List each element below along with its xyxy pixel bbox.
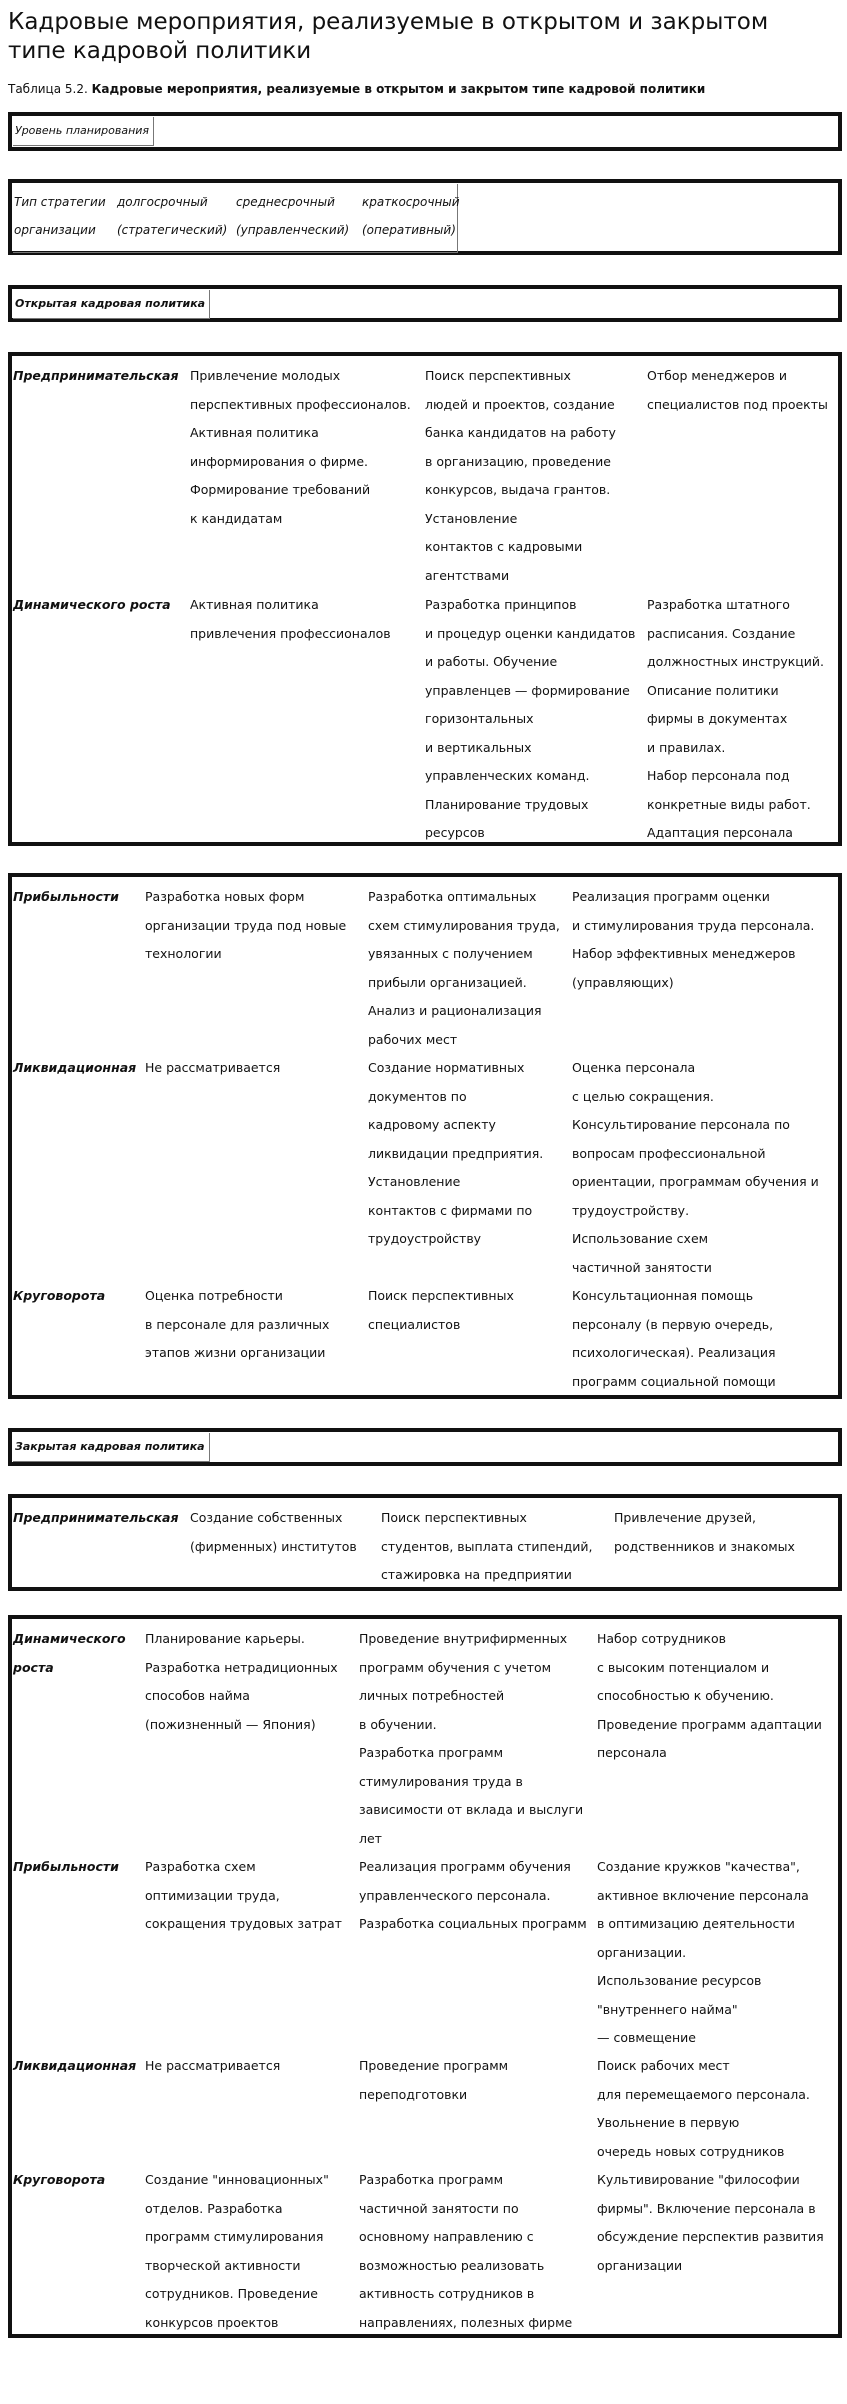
long-term-sublabel: (стратегический): [117, 223, 228, 237]
closed-growth-long: Планирование карьеры. Разработка нетрадиционных способов найма (пожизненный — Япония): [145, 1631, 338, 1732]
planning-level-row: [8, 112, 842, 151]
closed-liquidation-mid: Проведение программ переподготовки: [359, 2058, 509, 2102]
closed-profit-short: Создание кружков "качества", активное включение персонала в оптимизацию деятельности организации. Использование ресурсов "внутреннего найма" — совмещение: [597, 1859, 809, 2045]
mid-term-label: среднесрочный: [236, 195, 335, 209]
closed-policy-table-2: [8, 1615, 842, 2338]
open-profit-name: Прибыльности: [13, 889, 119, 904]
caption-prefix: Таблица 5.2.: [8, 82, 88, 96]
short-term-label: краткосрочный: [362, 195, 460, 209]
open-profit-short: Реализация программ оценки и стимулирования труда персонала. Набор эффективных менеджеров (управляющих): [572, 889, 815, 990]
closed-growth-short: Набор сотрудников с высоким потенциалом и способностью к обучению. Проведение программ адаптации персонала: [597, 1631, 822, 1760]
strategy-type-label: Тип стратегии: [14, 195, 106, 209]
table-caption: [8, 81, 705, 97]
closed-profit-long: Разработка схем оптимизации труда, сокращения трудовых затрат: [145, 1859, 342, 1931]
closed-entrepreneurial-long: Создание собственных (фирменных) институтов: [190, 1510, 357, 1554]
closed-cycle-short: Культивирование "философии фирмы". Включение персонала в обсуждение перспектив развития организации: [597, 2172, 824, 2273]
closed-growth-mid: Проведение внутрифирменных программ обучения с учетом личных потребностей в обучении. Разработка программ стимулирования труда в зависимости от вклада и выслуги лет: [359, 1631, 584, 1846]
closed-cycle-name: Круговорота: [13, 2172, 106, 2187]
open-growth-long: Активная политика привлечения профессионалов: [190, 597, 391, 641]
open-entrepreneurial-short: Отбор менеджеров и специалистов под проекты: [647, 368, 828, 412]
long-term-label: долгосрочный: [117, 195, 208, 209]
closed-profit-name: Прибыльности: [13, 1859, 119, 1874]
open-policy-label: Открытая кадровая политика: [13, 290, 210, 319]
closed-growth-name: Динамического роста: [13, 1631, 126, 1675]
open-profit-long: Разработка новых форм организации труда под новые технологии: [145, 889, 347, 961]
open-growth-mid: Разработка принципов и процедур оценки кандидатов и работы. Обучение управленцев — формирование горизонтальных и вертикальных управленческих команд. Планирование трудовых ресурсов: [425, 597, 636, 840]
closed-liquidation-short: Поиск рабочих мест для перемещаемого персонала. Увольнение в первую очередь новых сотрудников: [597, 2058, 810, 2159]
closed-liquidation-long: Не рассматривается: [145, 2058, 281, 2073]
open-liquidation-long: Не рассматривается: [145, 1060, 281, 1075]
open-cycle-name: Круговорота: [13, 1288, 106, 1303]
closed-entrepreneurial-short: Привлечение друзей, родственников и знакомых: [614, 1510, 795, 1554]
closed-entrepreneurial-name: Предпринимательская: [13, 1510, 179, 1525]
closed-policy-table-1: [8, 1494, 842, 1591]
open-entrepreneurial-name: Предпринимательская: [13, 368, 179, 383]
strategy-type-header: [8, 179, 842, 255]
caption-title: Кадровые мероприятия, реализуемые в открытом и закрытом типе кадровой политики: [91, 82, 706, 96]
open-growth-short: Разработка штатного расписания. Создание должностных инструкций. Описание политики фирмы в документах и правилах. Набор персонала под конкретные виды работ. Адаптация персонала: [647, 597, 824, 840]
open-growth-name: Динамического роста: [13, 597, 171, 612]
closed-cycle-long: Создание "инновационных" отделов. Разработка программ стимулирования творческой активности сотрудников. Проведение конкурсов проектов: [145, 2172, 329, 2330]
page-title: Кадровые мероприятия, реализуемые в открытом и закрытом типе кадровой политики: [8, 9, 769, 64]
closed-liquidation-name: Ликвидационная: [13, 2058, 137, 2073]
open-entrepreneurial-long: Привлечение молодых перспективных профессионалов. Активная политика информирования о фирме. Формирование требований к кандидатам: [190, 368, 411, 526]
open-liquidation-mid: Создание нормативных документов по кадровому аспекту ликвидации предприятия. Установление контактов с фирмами по трудоустройству: [368, 1060, 544, 1246]
closed-profit-mid: Реализация программ обучения управленческого персонала. Разработка социальных программ: [359, 1859, 587, 1931]
open-entrepreneurial-mid: Поиск перспективных людей и проектов, создание банка кандидатов на работу в организацию, проведение конкурсов, выдача грантов. Установление контактов с кадровыми агентствами: [425, 368, 616, 583]
closed-policy-row: [8, 1428, 842, 1466]
open-policy-row: [8, 285, 842, 322]
open-cycle-mid: Поиск перспективных специалистов: [368, 1288, 514, 1332]
closed-entrepreneurial-mid: Поиск перспективных студентов, выплата стипендий, стажировка на предприятии: [381, 1510, 593, 1582]
open-policy-table-1: [8, 352, 842, 846]
strategy-type-cell: [13, 184, 458, 253]
closed-policy-label: Закрытая кадровая политика: [13, 1433, 210, 1462]
open-policy-table-2: [8, 873, 842, 1399]
open-liquidation-name: Ликвидационная: [13, 1060, 137, 1075]
mid-term-sublabel: (управленческий): [236, 223, 350, 237]
open-profit-mid: Разработка оптимальных схем стимулирования труда, увязанных с получением прибыли организацией. Анализ и рационализация рабочих мест: [368, 889, 560, 1047]
planning-level-label: Уровень планирования: [13, 117, 154, 146]
open-liquidation-short: Оценка персонала с целью сокращения. Консультирование персонала по вопросам профессиональной ориентации, программам обучения и трудоустройству. Использование схем частичной занятости: [572, 1060, 819, 1275]
closed-cycle-mid: Разработка программ частичной занятости по основному направлению с возможностью реализовать активность сотрудников в направлениях, полезных фирме: [359, 2172, 573, 2330]
open-cycle-long: Оценка потребности в персонале для различных этапов жизни организации: [145, 1288, 330, 1360]
strategy-type-label-2: организации: [14, 223, 96, 237]
open-cycle-short: Консультационная помощь персоналу (в первую очередь, психологическая). Реализация программ социальной помощи: [572, 1288, 776, 1389]
short-term-sublabel: (оперативный): [362, 223, 456, 237]
